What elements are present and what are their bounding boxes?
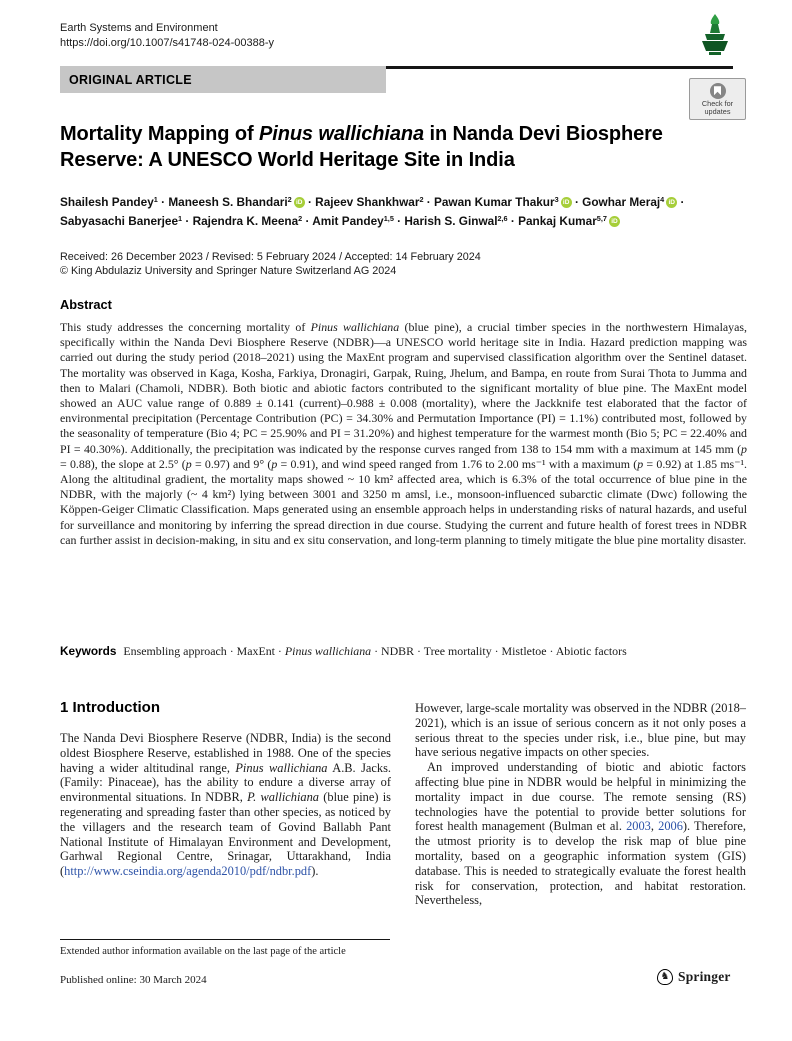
crest-icon bbox=[699, 13, 731, 61]
extended-author-footnote: Extended author information available on the last page of the article bbox=[60, 946, 346, 957]
introduction-left-column bbox=[60, 699, 391, 879]
intro-paragraph-right-1: However, large-scale mortality was observed in the NDBR (2018–2021), which is an issue of serious concern as it not only poses a serious threat to the species under risk, i.e., blue pine, but may have serious negative impacts on other species. bbox=[415, 701, 746, 760]
crossmark-icon bbox=[710, 83, 726, 99]
springer-wordmark: Springer bbox=[678, 969, 731, 984]
journal-header bbox=[60, 21, 274, 50]
check-for-updates-button[interactable] bbox=[689, 78, 746, 120]
springer-logo bbox=[657, 969, 731, 985]
abstract-section bbox=[60, 297, 747, 548]
author-line-1: Shailesh Pandey$^1$ · Maneesh S. Bhandari$^2$ iD · Rajeev Shankhwar$^2$ · Pawan Kumar Thakur$^3$ iD · Gowhar Meraj$^4$ iD · bbox=[60, 195, 685, 209]
abstract-text: This study addresses the concerning mortality of Pinus wallichiana (blue pine), a crucial timber species in the northwestern Himalayas, specifically within the Nanda Devi Biosphere Reserve (NDBR)—a UNESCO world heritage site in India. Hazard prediction mapping was carried out during the study period (2018–2021) using the MaxEnt program and supervised classification algorithm over the Sentinel dataset. The mortality was observed in Kaga, Kosha, Farkiya, Dronagiri, Garpak, Ruing, Jhelum, and Bampa, en route from Surai Thota to Jumma and then to Malari (Chamoli, NDBR). Both biotic and abiotic factors contributed to the significant mortality of blue pine. The MaxEnt model showed an AUC value range of 0.889 ± 0.141 (current)–0.988 ± 0.008 (mortality), where the Jackknife test elaborated that the factor of environmental precipitation (Percentage Contribution (PC) = 34.30% and Permutation Importance (PI) = 1.1%) contributed most, followed by the seasonality of temperature (Bio 4; PC = 25.90% and PI = 31.20%) and highest temperature for the warmest month (Bio 5; PC = 22.40% and PI = 40.30%). Additionally, the precipitation was indicated by the response curves ranged from 138 to 154 mm with a maximum at 145 mm (p = 0.88), the slope at 2.5° (p = 0.97) and 9° (p = 0.91), and wind speed ranged from 1.76 to 2.00 ms⁻¹ with a maximum (p = 0.92) at 1.85 ms⁻¹. Along the altitudinal gradient, the mortality maps showed ~ 10 km² affected area, which is 6.3% of the total occurrence of blue pine in the NDBR, with the majorly (~ 4 km²) lying between 3001 and 3250 m amsl, i.e., monsoon-influenced subarctic climate (Dwc) following the Köppen-Geiger Climatic Classification. Maps generated using an ensemble approach helps in understanding risks of natural hazards, and useful for surveillance and monitoring by inferring the spread direction in due course. Studying the current and future health of forest trees in NDBR can further assist in decision-making, in situ and ex situ conservation, and long-term planning to timely mitigate the blue pine mortality disaster. bbox=[60, 320, 748, 547]
inline-link[interactable]: 2003 bbox=[626, 819, 651, 834]
springer-knight-icon: ♞ bbox=[657, 969, 673, 985]
orcid-icon[interactable]: iD bbox=[666, 197, 677, 208]
article-history bbox=[60, 250, 481, 278]
article-type-banner: ORIGINAL ARTICLE bbox=[60, 66, 386, 93]
keywords-line bbox=[60, 644, 747, 659]
header-rule bbox=[386, 66, 733, 69]
keywords-label: Keywords bbox=[60, 644, 117, 658]
university-crest-logo bbox=[699, 13, 731, 61]
journal-name: Earth Systems and Environment bbox=[60, 22, 218, 34]
orcid-icon[interactable]: iD bbox=[294, 197, 305, 208]
copyright-line: © King Abdulaziz University and Springer Nature Switzerland AG 2024 bbox=[60, 265, 397, 277]
footnote-rule bbox=[60, 939, 390, 940]
bookmark-icon bbox=[714, 86, 721, 95]
inline-link[interactable]: 2006 bbox=[658, 819, 683, 834]
intro-paragraph-left: The Nanda Devi Biosphere Reserve (NDBR, India) is the second oldest Biosphere Reserve, established in 1988. One of the species having a wider altitudinal range, Pinus wallichiana A.B. Jacks. (Family: Pinaceae), has the ability to endure a diverse array of environmental situations. In NDBR, P. wallichiana (blue pine) is regenerating and spreading faster than other species, as noticed by the villagers and the research team of Govind Ballabh Pant National Institute of Himalayan Environment and Development, Garhwal Regional Centre, Srinagar, Uttarakhand, India (http://www.cseindia.org/agenda2010/pdf/ndbr.pdf). bbox=[60, 731, 391, 879]
orcid-icon[interactable]: iD bbox=[561, 197, 572, 208]
inline-link[interactable]: http://www.cseindia.org/agenda2010/pdf/ndbr.pdf bbox=[64, 864, 312, 879]
author-list bbox=[60, 194, 750, 231]
keywords-text: Ensembling approach · MaxEnt · Pinus wallichiana · NDBR · Tree mortality · Mistletoe · Abiotic factors bbox=[123, 644, 627, 658]
abstract-heading: Abstract bbox=[60, 297, 112, 312]
section-heading-introduction: 1 Introduction bbox=[60, 699, 160, 716]
received-revised-accepted: Received: 26 December 2023 / Revised: 5 February 2024 / Accepted: 14 February 2024 bbox=[60, 251, 481, 263]
author-line-2: Sabyasachi Banerjee$^1$ · Rajendra K. Meena$^2$ · Amit Pandey$^{1,5}$ · Harish S. Ginwal$^{2,6}$ · Pankaj Kumar$^{5,7}$ iD bbox=[60, 213, 750, 232]
intro-paragraph-right-2: An improved understanding of biotic and abiotic factors affecting blue pine in NDBR would be helpful in minimizing the mortality impact in due course. The remote sensing (RS) technologies have the potential to provide better solutions for forest health management (Bulman et al. 2003, 2006). Therefore, the utmost priority is to develop the risk map of blue pine mortality, based on a geographic information system (GIS) database. This is needed to strategically evaluate the forest health risk for conservation, protection, and habitat restoration. Nevertheless, bbox=[415, 760, 746, 908]
article-title: Mortality Mapping of Pinus wallichiana in Nanda Devi Biosphere Reserve: A UNESCO World Heritage Site in India bbox=[60, 123, 663, 171]
introduction-right-column bbox=[415, 701, 746, 908]
published-online-date: Published online: 30 March 2024 bbox=[60, 974, 207, 986]
check-badge-label: Check for updates bbox=[701, 98, 734, 116]
doi-text: https://doi.org/10.1007/s41748-024-00388-y bbox=[60, 36, 275, 49]
orcid-icon[interactable]: iD bbox=[609, 216, 620, 227]
